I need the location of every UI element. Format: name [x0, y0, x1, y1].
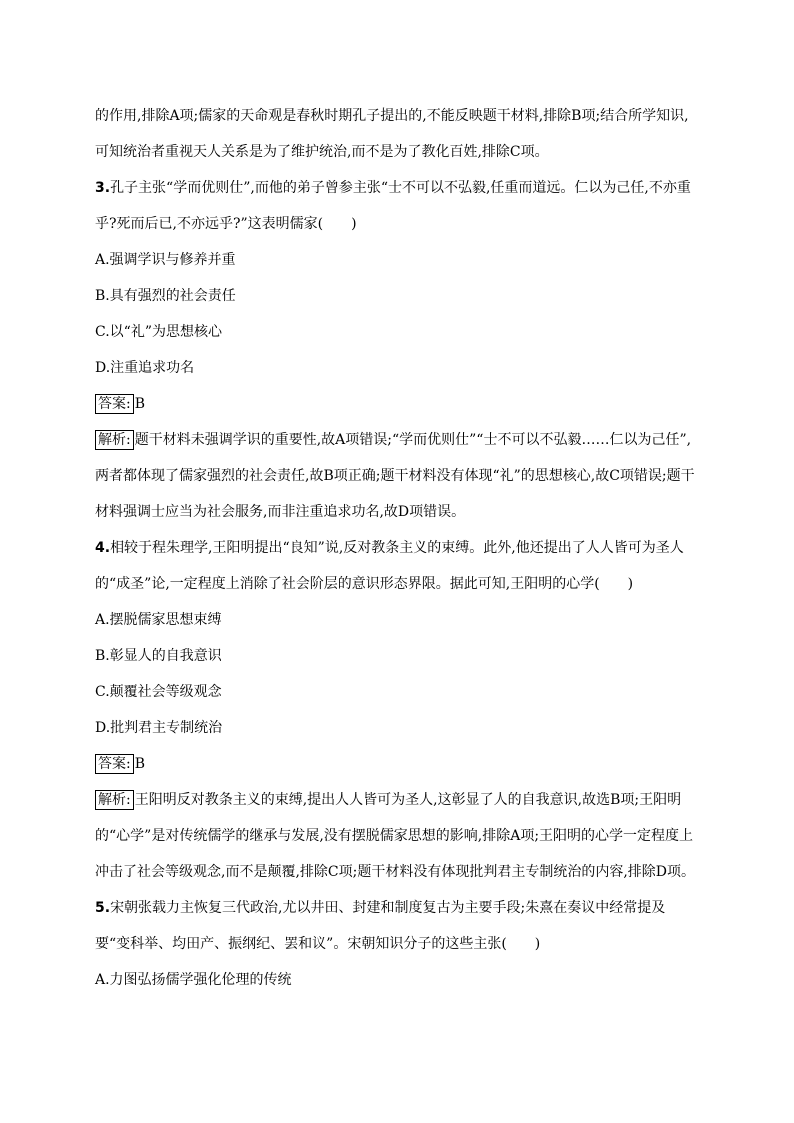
question-4-option-c: C.颠覆社会等级观念 [95, 684, 222, 700]
question-3-analysis-text: 题干材料未强调学识的重要性,故A项错误;“学而优则仕”“士不可以不弘毅……仁以为己任”,两者都体现了儒家强烈的社会责任,故B项正确;题干材料没有体现“礼”的思想核心,故C项错误;题干材料强调士应当为社会服务,而非注重追求功名,故D项错误。 [95, 432, 695, 520]
question-3-answer [95, 386, 700, 422]
question-3-stem [95, 170, 700, 242]
question-3-option-b: B.具有强烈的社会责任 [95, 288, 236, 304]
question-4-analysis-text: 王阳明反对教条主义的束缚,提出人人皆可为圣人,这彰显了人的自我意识,故选B项;王阳明的“心学”是对传统儒学的继承与发展,没有摆脱儒家思想的影响,排除A项;王阳明的心学一定程度上冲击了社会等级观念,而不是颠覆,排除C项;题干材料没有体现批判君主专制统治的内容,排除D项。 [95, 792, 696, 880]
question-3-option-c: C.以“礼”为思想核心 [95, 324, 222, 340]
question-5-text: 宋朝张载力主恢复三代政治,尤以井田、封建和制度复古为主要手段;朱熹在奏议中经常提及要“变科举、均田产、振纲纪、罢和议”。宋朝知识分子的这些主张( ) [95, 900, 666, 952]
answer-label-tag: 答案: [95, 754, 134, 774]
question-3-option-d: D.注重追求功名 [95, 360, 195, 376]
question-4-analysis [95, 782, 700, 890]
question-4-option-b: B.彰显人的自我意识 [95, 648, 222, 664]
answer-label-tag: 答案: [95, 394, 134, 414]
question-3-option-a: A.强调学识与修养并重 [95, 252, 236, 268]
question-5-stem [95, 890, 700, 962]
question-4-answer-value: B [134, 756, 146, 772]
question-4-stem [95, 530, 700, 602]
continuation-paragraph: 的作用,排除A项;儒家的天命观是春秋时期孔子提出的,不能反映题干材料,排除B项;结合所学知识,可知统治者重视天人关系是为了维护统治,而不是为了教化百姓,排除C项。 [95, 108, 689, 160]
document-content [95, 98, 700, 998]
analysis-label-tag: 解析: [95, 790, 134, 810]
question-4-text: 相较于程朱理学,王阳明提出“良知”说,反对教条主义的束缚。此外,他还提出了人人皆可为圣人的“成圣”论,一定程度上消除了社会阶层的意识形态界限。据此可知,王阳明的心学( ) [95, 540, 684, 592]
question-4-option-d: D.批判君主专制统治 [95, 720, 223, 736]
question-3-analysis [95, 422, 700, 530]
question-3-text: 孔子主张“学而优则仕”,而他的弟子曾参主张“士不可以不弘毅,任重而道远。仁以为己任,不亦重乎?死而后已,不亦远乎?”这表明儒家( ) [95, 180, 691, 232]
question-4-option-a: A.摆脱儒家思想束缚 [95, 612, 222, 628]
question-5-option-a: A.力图弘扬儒学强化伦理的传统 [95, 972, 292, 988]
question-4-number: 4. [95, 540, 111, 556]
question-3-answer-value: B [134, 396, 146, 412]
question-4-answer [95, 746, 700, 782]
question-3-number: 3. [95, 180, 111, 196]
question-5-number: 5. [95, 900, 111, 916]
analysis-label-tag: 解析: [95, 430, 134, 450]
